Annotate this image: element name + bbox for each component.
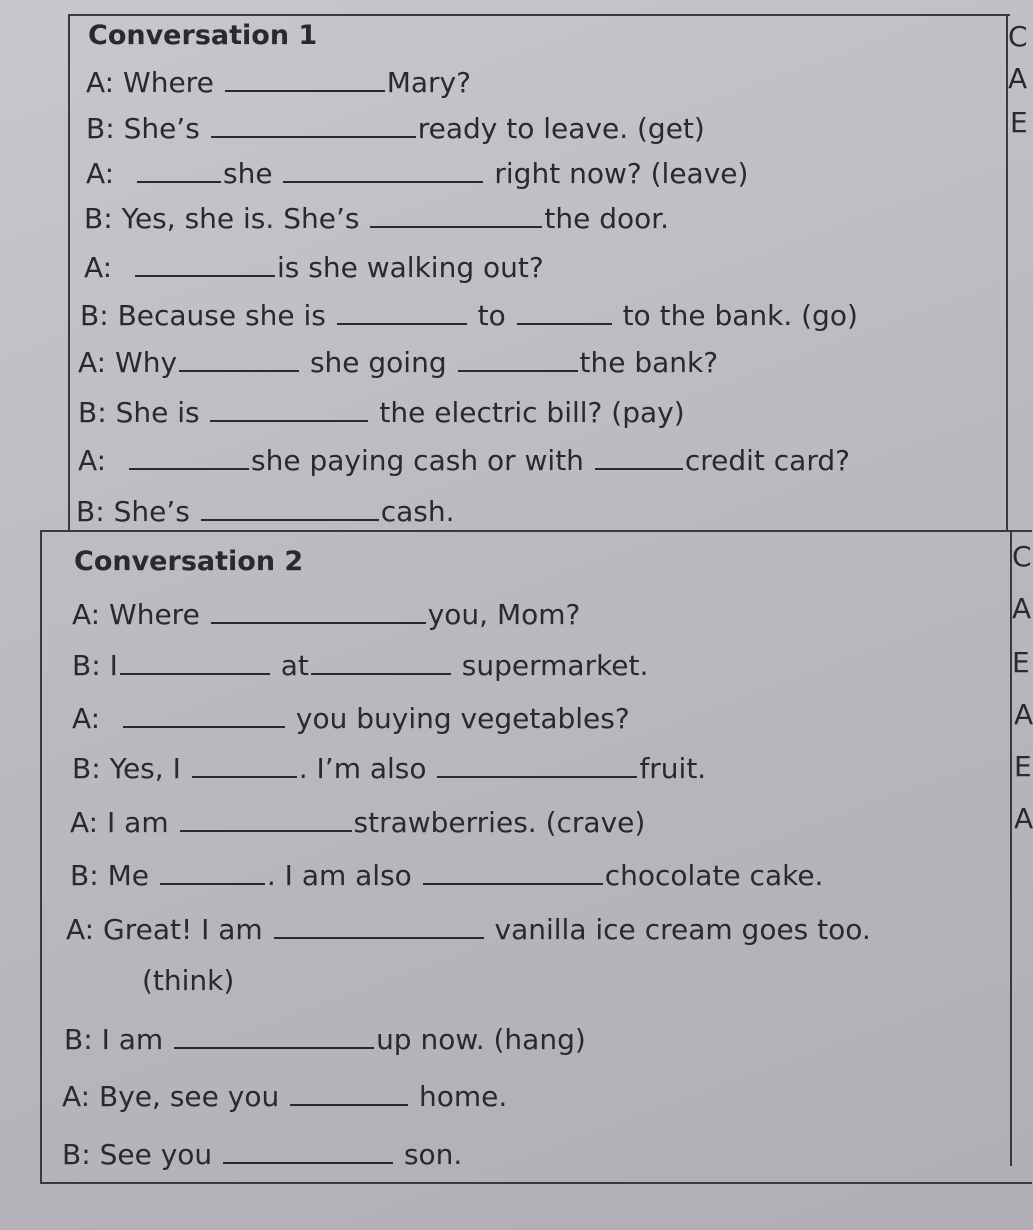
line-text: you, Mom? (427, 598, 581, 631)
line-text: she paying cash or with (251, 444, 584, 477)
conv2-line-5 (70, 802, 645, 840)
speaker: B: (72, 752, 101, 785)
line-text: to the bank. (go) (622, 299, 858, 332)
line-text: She’s (113, 495, 190, 528)
speaker: B: (62, 1138, 91, 1171)
conv1-line-2 (86, 108, 705, 146)
answer-blank[interactable] (211, 108, 416, 138)
conv1-line-4 (84, 198, 669, 236)
speaker: B: (80, 299, 109, 332)
conv2-line-6 (70, 855, 823, 893)
line-text: she (223, 157, 273, 190)
column-divider (1010, 530, 1012, 1166)
line-text: you buying vegetables? (295, 702, 630, 735)
conv2-line-9 (64, 1019, 586, 1057)
conv1-line-10 (76, 491, 455, 529)
answer-blank[interactable] (160, 855, 265, 885)
answer-blank[interactable] (123, 698, 285, 728)
line-text: See you (99, 1138, 213, 1171)
line-text: Bye, see you (99, 1080, 280, 1113)
line-text: son. (403, 1138, 463, 1171)
conv2-line-1 (72, 594, 580, 632)
answer-blank[interactable] (311, 645, 451, 675)
line-text: (think) (142, 964, 235, 997)
line-text: Great! I am (103, 913, 263, 946)
answer-blank[interactable] (179, 342, 299, 372)
speaker: A: (72, 598, 101, 631)
speaker: B: (78, 396, 107, 429)
answer-blank[interactable] (210, 392, 368, 422)
line-text: up now. (hang) (376, 1023, 586, 1056)
conversation-1-title: Conversation 1 (88, 20, 318, 51)
edge-letter: E (1014, 750, 1032, 783)
conv2-line-3 (72, 698, 630, 736)
line-text: chocolate cake. (604, 859, 824, 892)
line-text: I (109, 649, 118, 682)
speaker: A: (86, 66, 115, 99)
speaker: A: (84, 251, 113, 284)
answer-blank[interactable] (129, 440, 249, 470)
edge-letter: C (1008, 20, 1028, 53)
speaker: B: (70, 859, 99, 892)
answer-blank[interactable] (211, 594, 426, 624)
line-text: at (280, 649, 309, 682)
line-text: cash. (380, 495, 455, 528)
edge-letter: A (1014, 698, 1033, 731)
answer-blank[interactable] (180, 802, 352, 832)
line-text: Where (109, 598, 200, 631)
line-text: home. (419, 1080, 508, 1113)
line-text: I am (107, 806, 169, 839)
line-text: Because she is (117, 299, 326, 332)
speaker: B: (86, 112, 115, 145)
line-text: credit card? (684, 444, 850, 477)
line-text: She’s (123, 112, 200, 145)
answer-blank[interactable] (595, 440, 683, 470)
conv2-line-10 (62, 1076, 507, 1114)
edge-letter: A (1014, 802, 1033, 835)
line-text: . I’m also (298, 752, 427, 785)
answer-blank[interactable] (120, 645, 270, 675)
speaker: A: (62, 1080, 91, 1113)
answer-blank[interactable] (223, 1134, 393, 1164)
answer-blank[interactable] (370, 198, 542, 228)
speaker: A: (86, 157, 115, 190)
line-text: Yes, she is. She’s (121, 202, 360, 235)
conv1-line-5 (84, 247, 544, 285)
line-text: is she walking out? (277, 251, 544, 284)
speaker: A: (78, 346, 107, 379)
line-text: the door. (544, 202, 670, 235)
line-text: right now? (leave) (494, 157, 749, 190)
answer-blank[interactable] (423, 855, 603, 885)
line-text: the electric bill? (pay) (379, 396, 685, 429)
conv1-line-7 (78, 342, 718, 380)
line-text: ready to leave. (get) (417, 112, 705, 145)
conv2-line-2 (72, 645, 648, 683)
answer-blank[interactable] (174, 1019, 374, 1049)
line-text: Mary? (386, 66, 471, 99)
answer-blank[interactable] (437, 748, 637, 778)
line-text: . I am also (266, 859, 412, 892)
line-text: Yes, I (109, 752, 181, 785)
answer-blank[interactable] (192, 748, 297, 778)
answer-blank[interactable] (135, 247, 275, 277)
speaker: B: (76, 495, 105, 528)
answer-blank[interactable] (290, 1076, 408, 1106)
conv2-line-4 (72, 748, 706, 786)
answer-blank[interactable] (337, 295, 467, 325)
answer-blank[interactable] (225, 62, 385, 92)
line-text: fruit. (639, 752, 707, 785)
conv2-line-7 (66, 909, 871, 947)
conv1-line-6 (80, 295, 858, 333)
edge-letter: C (1012, 540, 1032, 573)
answer-blank[interactable] (458, 342, 578, 372)
speaker: A: (72, 702, 101, 735)
answer-blank[interactable] (283, 153, 483, 183)
conv1-line-9 (78, 440, 850, 478)
edge-letter: E (1010, 106, 1028, 139)
speaker: B: (72, 649, 101, 682)
line-text: Me (107, 859, 149, 892)
answer-blank[interactable] (517, 295, 612, 325)
line-text: the bank? (579, 346, 719, 379)
line-text: supermarket. (461, 649, 649, 682)
edge-letter: E (1012, 646, 1030, 679)
line-text: She is (115, 396, 200, 429)
speaker: B: (64, 1023, 93, 1056)
speaker: A: (70, 806, 99, 839)
edge-letter: A (1008, 62, 1028, 95)
conv1-line-8 (78, 392, 685, 430)
speaker: A: (78, 444, 107, 477)
line-text: I am (101, 1023, 164, 1056)
line-text: to (477, 299, 506, 332)
conv1-line-1 (86, 62, 471, 100)
line-text: Where (123, 66, 214, 99)
line-text: vanilla ice cream goes too. (494, 913, 871, 946)
answer-blank[interactable] (201, 491, 379, 521)
line-text: she going (309, 346, 447, 379)
answer-blank[interactable] (274, 909, 484, 939)
line-text: Why (115, 346, 178, 379)
speaker: A: (66, 913, 95, 946)
conversation-2-title: Conversation 2 (74, 546, 304, 577)
answer-blank[interactable] (137, 153, 221, 183)
edge-letter: A (1012, 592, 1032, 625)
conv2-line-11 (62, 1134, 462, 1172)
line-text: strawberries. (crave) (353, 806, 646, 839)
speaker: B: (84, 202, 113, 235)
conv2-line-8 (142, 964, 234, 998)
conv1-line-3 (86, 153, 748, 191)
